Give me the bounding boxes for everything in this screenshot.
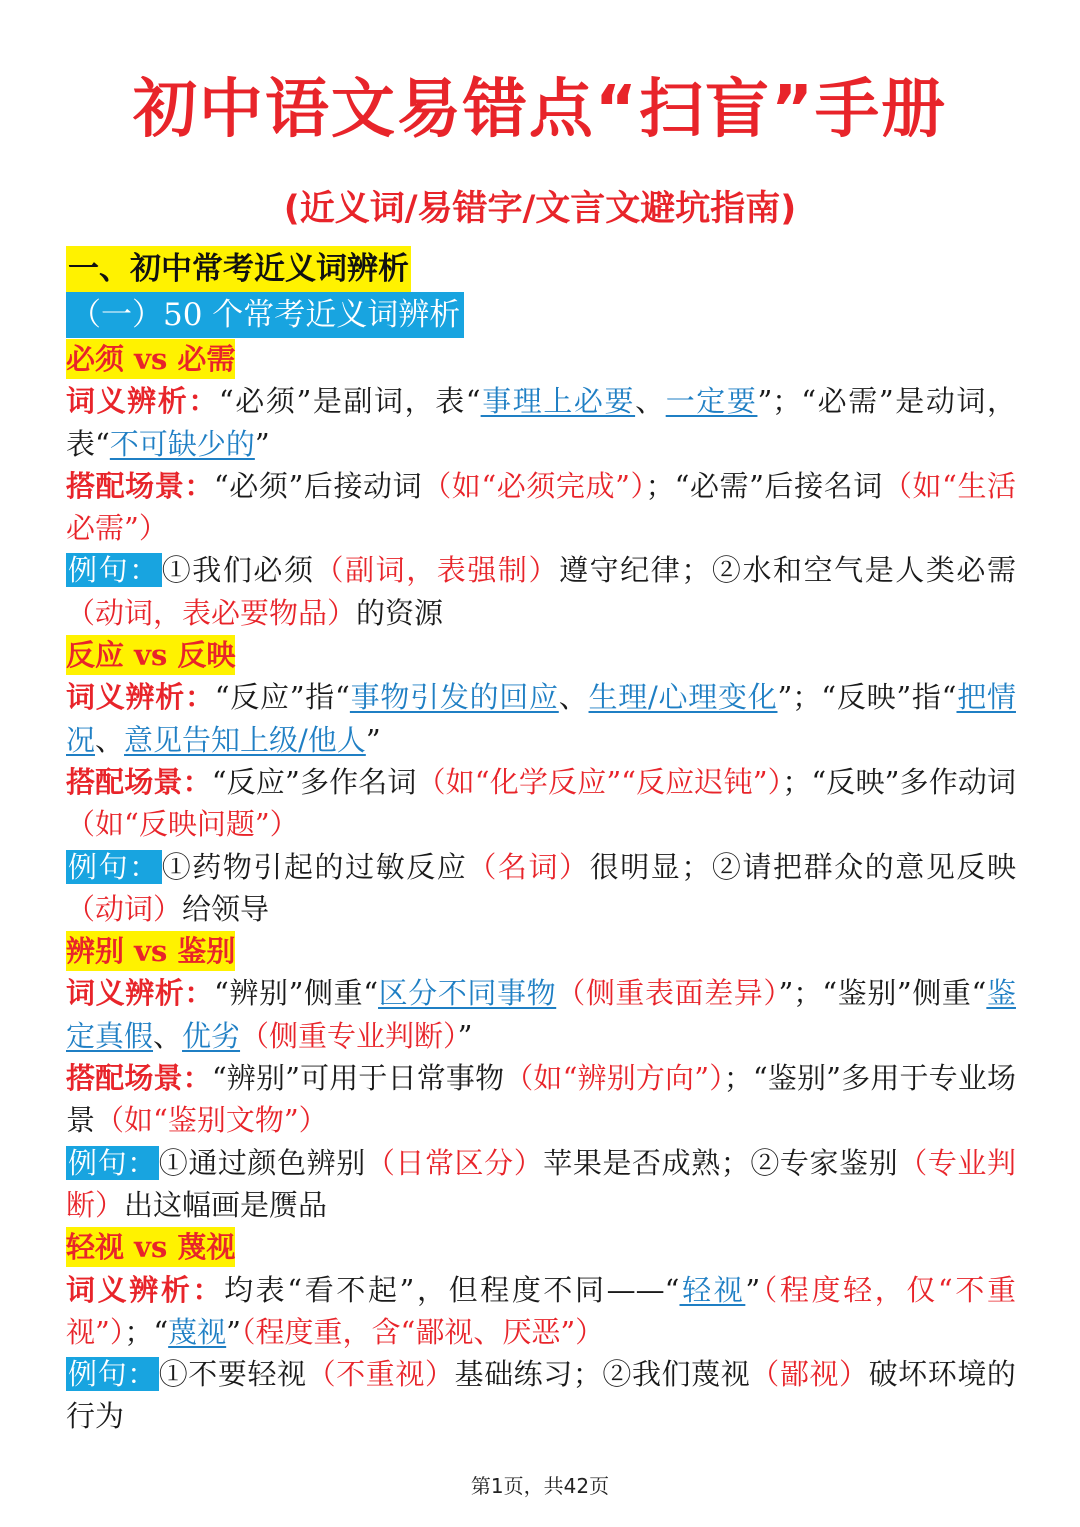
usage-label: 搭配场景： bbox=[66, 764, 212, 799]
keyword: 事物引发的回应 bbox=[349, 680, 559, 715]
note: （名词） bbox=[467, 849, 590, 884]
note: （动词，表必要物品） bbox=[66, 595, 357, 630]
note: （如“化学反应”“反应迟钝”） bbox=[416, 764, 783, 799]
note: （如“辨别方向”） bbox=[504, 1061, 724, 1096]
text: ；“必需”后接名词 bbox=[645, 468, 883, 503]
page-subtitle: (近义词/易错字/文言文避坑指南) bbox=[283, 189, 797, 229]
text: ”；“鉴别”侧重“ bbox=[778, 976, 987, 1011]
text: 遵守纪律；②水和空气是人类必需 bbox=[559, 553, 1016, 588]
example-label: 例句： bbox=[68, 849, 160, 884]
note: （动词） bbox=[66, 891, 183, 926]
text: “必须”是副词，表“ bbox=[218, 384, 481, 419]
text: ” bbox=[365, 722, 381, 757]
entry-term: 必须 vs 必需 bbox=[66, 339, 235, 379]
entry-meaning bbox=[66, 676, 1016, 761]
text: “反应”多作名词 bbox=[211, 764, 417, 799]
text: “反应”指“ bbox=[214, 680, 350, 715]
text: ” bbox=[745, 1272, 761, 1307]
text: ”；“必需”是动词，表“ bbox=[66, 384, 1016, 461]
keyword: 鉴定真假 bbox=[66, 976, 1016, 1053]
content bbox=[66, 246, 1016, 1438]
note: （程度重，含“鄙视、厌恶”） bbox=[241, 1314, 605, 1349]
entry-meaning bbox=[66, 1269, 1016, 1354]
note: （日常区分） bbox=[365, 1145, 544, 1180]
page-number: 第1页，共42页 bbox=[470, 1474, 610, 1498]
keyword: 不可缺少的 bbox=[109, 426, 255, 461]
text: ①不要轻视 bbox=[158, 1357, 307, 1392]
entry-term: 辨别 vs 鉴别 bbox=[66, 931, 235, 971]
entry-example bbox=[66, 846, 1016, 931]
usage-label: 搭配场景： bbox=[66, 1061, 212, 1096]
text: 很明显；②请把群众的意见反映 bbox=[589, 849, 1016, 884]
section-heading: 一、初中常考近义词辨析 bbox=[66, 246, 411, 292]
text: 均表“看不起”，但程度不同——“ bbox=[224, 1272, 680, 1307]
meaning-label: 词义辨析： bbox=[66, 680, 215, 715]
entry-meaning bbox=[66, 380, 1016, 465]
text: “辨别”侧重“ bbox=[213, 976, 379, 1011]
entry-example bbox=[66, 1142, 1016, 1227]
text: “必须”后接动词 bbox=[213, 468, 423, 503]
text: ①我们必须 bbox=[161, 553, 315, 588]
note: （专业判断） bbox=[66, 1145, 1016, 1222]
text: ①通过颜色辨别 bbox=[158, 1145, 366, 1180]
keyword: 意见告知上级/他人 bbox=[124, 722, 366, 757]
subsection-heading: （一）50 个常考近义词辨析 bbox=[66, 292, 464, 338]
note: （如“生活必需”） bbox=[66, 468, 1017, 546]
text: 给领导 bbox=[182, 891, 270, 926]
example-label: 例句： bbox=[68, 1145, 157, 1180]
entry-usage bbox=[66, 1057, 1016, 1142]
keyword: 轻视 bbox=[679, 1272, 746, 1307]
note: （副词，表强制） bbox=[314, 553, 560, 588]
text: 出这幅画是赝品 bbox=[124, 1187, 328, 1222]
text: 破坏环境的行为 bbox=[66, 1357, 1016, 1434]
entry-usage bbox=[66, 761, 1016, 846]
example-label: 例句： bbox=[68, 553, 160, 588]
keyword: 生理/心理变化 bbox=[588, 680, 778, 715]
text: 的资源 bbox=[356, 595, 444, 630]
entry-example bbox=[66, 549, 1016, 634]
text: 、 bbox=[153, 1018, 183, 1053]
entry-example bbox=[66, 1353, 1016, 1438]
text: ①药物引起的过敏反应 bbox=[161, 849, 468, 884]
text: ；“反映”多作动词 bbox=[782, 764, 1016, 799]
keyword: 蔑视 bbox=[168, 1314, 227, 1349]
text: ；“ bbox=[124, 1314, 169, 1349]
text: ” bbox=[457, 1018, 473, 1053]
keyword: 事理上必要 bbox=[480, 384, 636, 419]
example-label: 例句： bbox=[68, 1357, 157, 1392]
entry-meaning bbox=[66, 972, 1016, 1057]
text: 、 bbox=[95, 722, 125, 757]
entry-term: 轻视 vs 蔑视 bbox=[66, 1227, 235, 1267]
note: （程度轻，仅“不重视”） bbox=[66, 1272, 1016, 1349]
keyword: 把情况 bbox=[66, 680, 1016, 757]
text: ” bbox=[226, 1314, 241, 1349]
text: “辨别”可用于日常事物 bbox=[211, 1061, 505, 1096]
text: 、 bbox=[558, 680, 589, 715]
keyword: 区分不同事物 bbox=[378, 976, 557, 1011]
note: （如“鉴别文物”） bbox=[95, 1103, 328, 1138]
meaning-label: 词义辨析： bbox=[66, 384, 219, 419]
usage-label: 搭配场景： bbox=[66, 468, 214, 503]
meaning-label: 词义辨析： bbox=[66, 976, 214, 1011]
note: （侧重专业判断） bbox=[240, 1018, 458, 1053]
text: 、 bbox=[635, 384, 666, 419]
text: ”；“反映”指“ bbox=[777, 680, 957, 715]
entry-term: 反应 vs 反映 bbox=[66, 635, 235, 675]
text: 基础练习；②我们蔑视 bbox=[454, 1357, 751, 1392]
meaning-label: 词义辨析： bbox=[66, 1272, 225, 1307]
text: ” bbox=[254, 426, 270, 461]
entry-usage bbox=[66, 465, 1016, 550]
note: （侧重表面差异） bbox=[556, 976, 779, 1011]
keyword: 优劣 bbox=[182, 1018, 241, 1053]
page-title: 初中语文易错点“扫盲”手册 bbox=[132, 73, 948, 147]
text: 苹果是否成熟；②专家鉴别 bbox=[543, 1145, 899, 1180]
note: （如“必须完成”） bbox=[422, 468, 646, 503]
note: （不重视） bbox=[306, 1357, 455, 1392]
note: （如“反映问题”） bbox=[66, 807, 299, 842]
text: ；“鉴别”多用于专业场景 bbox=[66, 1061, 1016, 1138]
note: （鄙视） bbox=[750, 1357, 869, 1392]
keyword: 一定要 bbox=[665, 384, 758, 419]
